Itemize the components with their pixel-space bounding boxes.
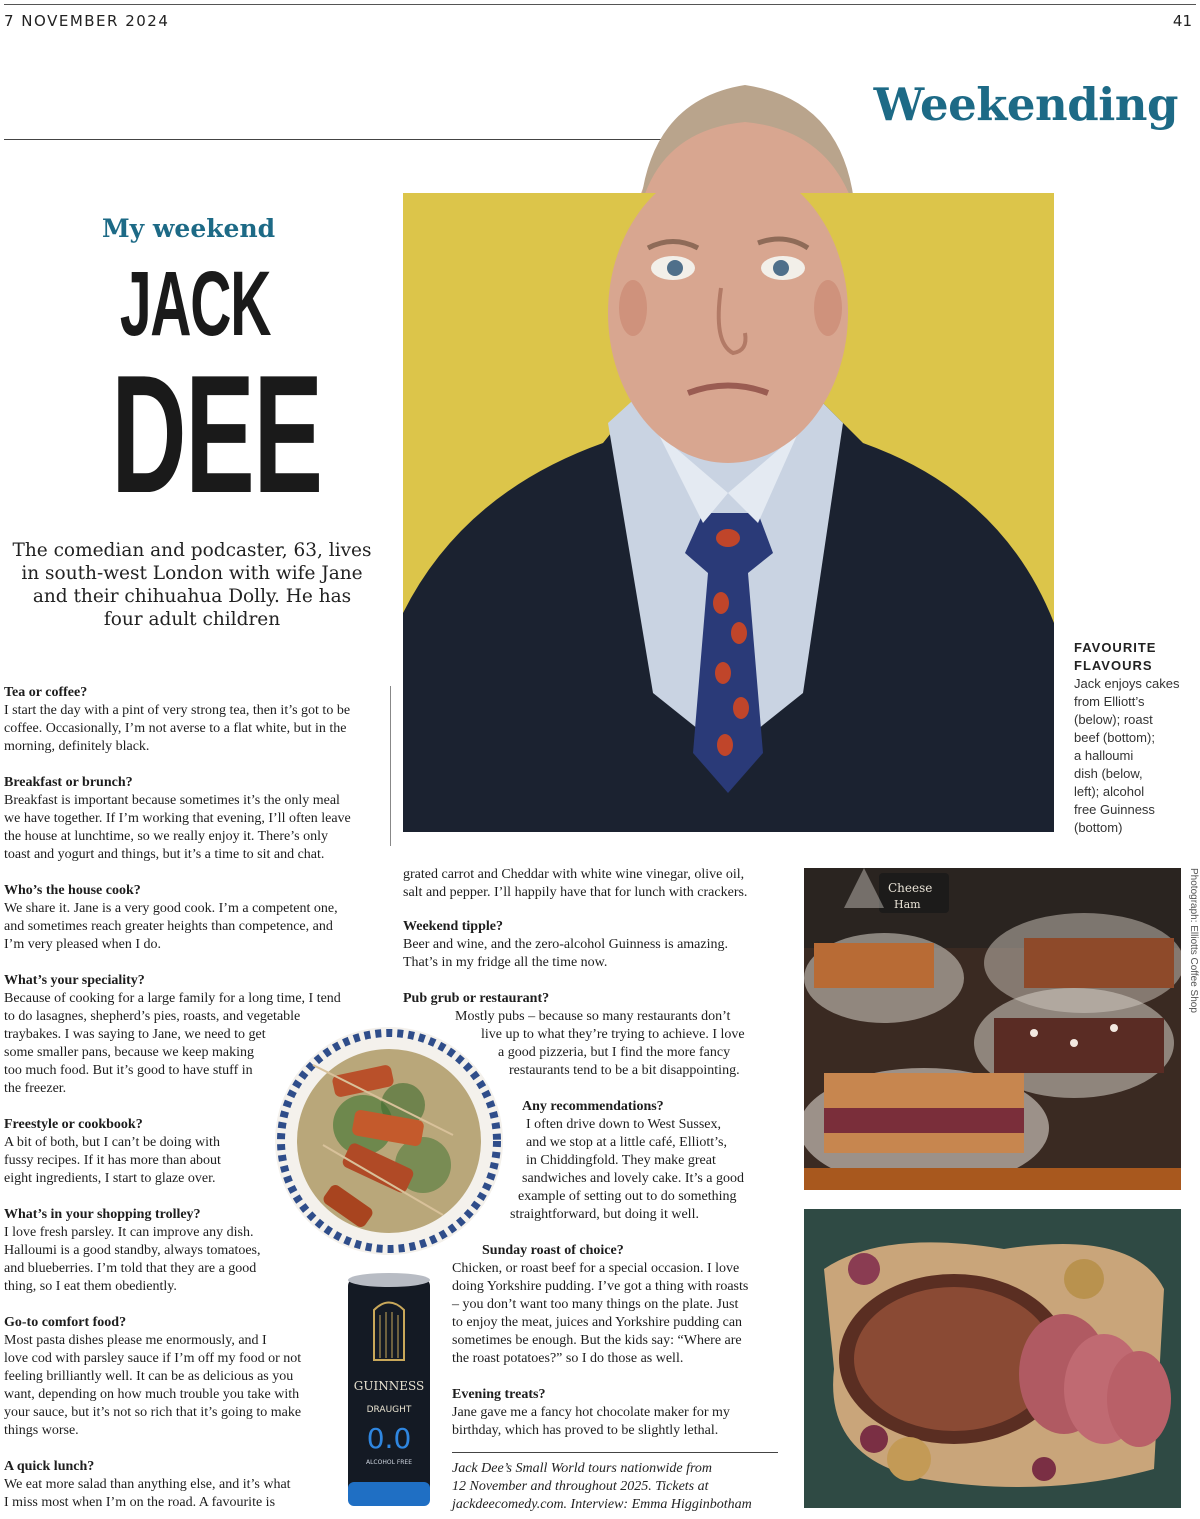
qa-sunday-roast: Sunday roast of choice? Chicken, or roast beef for a special occasion. I love doing Yorkshire pudding. I’ve got a thing with roasts – you don’t want too many things on the plate. Just to enjoy the meat, juices and Yorkshire pudding can sometimes be enough. But the kids say: “Where are the roast potatoes?” so I do those as well.	[452, 1242, 792, 1368]
tour-note: Jack Dee’s Small World tours nationwide from 12 November and throughout 2025. Tickets at jackdeecomedy.com. Interview: Emma Higginbotham	[452, 1461, 752, 1512]
question: Evening treats?	[452, 1387, 546, 1402]
page-number: 41	[1172, 12, 1192, 30]
roast-beef-photo	[804, 1209, 1181, 1508]
issue-date: 7 NOVEMBER 2024	[4, 12, 170, 30]
caption-line: left); alcohol	[1074, 784, 1145, 799]
question: Who’s the house cook?	[4, 883, 141, 898]
caption-line: a halloumi	[1074, 748, 1134, 763]
portrait-head-overflow	[560, 60, 910, 200]
qa-speciality: What’s your speciality? Because of cooking for a large family for a long time, I tend to do lasagnes, shepherd’s pies, roasts, and vegetable traybakes. I was saying to Jane, we need to get some smaller pans, because we keep making too much food. But it’s good to have stuff in the freezer.	[4, 972, 384, 1098]
question: Tea or coffee?	[4, 685, 88, 700]
photo-credit: Photograph: Elliotts Coffee Shop	[1188, 868, 1199, 1013]
qa-pub-grub: Pub grub or restaurant? Mostly pubs – because so many restaurants don’t live up to what they’re trying to achieve. I love a good pizzeria, but I find the more fancy restaurants tend to be a bit disappointing.	[403, 990, 798, 1080]
question: Sunday roast of choice?	[482, 1243, 624, 1258]
caption-line: (bottom)	[1074, 820, 1123, 835]
qa-freestyle: Freestyle or cookbook? A bit of both, but I can’t be doing with fussy recipes. If it has more than about eight ingredients, I start to glaze over.	[4, 1116, 274, 1188]
qa-house-cook: Who’s the house cook? We share it. Jane is a very good cook. I’m a competent one, and sometimes reach greater heights than competence, and I’m very pleased when I do.	[4, 882, 384, 954]
caption-line: (below); roast	[1074, 712, 1153, 727]
caption-line: Jack enjoys cakes	[1074, 676, 1180, 691]
qa-comfort-food: Go-to comfort food? Most pasta dishes please me enormously, and I love cod with parsley sauce if I’m off my food or not feeling brilliantly well. It can be as delicious as you want, depending on how much trouble you take with your sauce, but it’s not so rich that it’s going to make things worse.	[4, 1314, 344, 1440]
question: Freestyle or cookbook?	[4, 1117, 143, 1132]
headline-first-name: JACK	[119, 253, 271, 355]
can-sub: DRAUGHT	[366, 1405, 412, 1415]
question: A quick lunch?	[4, 1459, 95, 1474]
cake-label-2: Ham	[894, 898, 921, 911]
qa-weekend-tipple: Weekend tipple? Beer and wine, and the zero-alcohol Guinness is amazing. That’s in my fridge all the time now.	[403, 918, 798, 972]
question: Any recommendations?	[522, 1099, 664, 1114]
cakes-photo	[804, 868, 1181, 1190]
question: Breakfast or brunch?	[4, 775, 133, 790]
qa-recommendations: Any recommendations? I often drive down to West Sussex, and we stop at a little café, Elliott’s, in Chiddingfold. They make great sandwiches and lovely cake. It’s a good example of setting out to do something straightforward, but doing it well.	[508, 1098, 798, 1224]
question: What’s in your shopping trolley?	[4, 1207, 201, 1222]
cake-label-1: Cheese	[888, 881, 933, 895]
quick-lunch-continued: grated carrot and Cheddar with white wine vinegar, olive oil, salt and pepper. I’ll happily have that for lunch with crackers.	[403, 867, 748, 900]
photo-caption	[1074, 639, 1184, 837]
question: Go-to comfort food?	[4, 1315, 127, 1330]
kicker: My weekend	[102, 214, 276, 243]
qa-shopping-trolley: What’s in your shopping trolley? I love fresh parsley. It can improve any dish. Halloumi is a good standby, always tomatoes, and blueberries. I’m told that they are a good thing, so I eat them obediently.	[4, 1206, 294, 1296]
headline-surname: DEE	[111, 340, 322, 528]
can-abv: 0.0	[366, 1422, 412, 1455]
caption-line: dish (below,	[1074, 766, 1143, 781]
caption-line: free Guinness	[1074, 802, 1155, 817]
top-rule	[4, 4, 1196, 5]
can-brand: GUINNESS	[353, 1379, 425, 1393]
section-title: Weekending	[873, 78, 1178, 131]
qa-evening-treats: Evening treats? Jane gave me a fancy hot chocolate maker for my birthday, which has proved to be slightly lethal.	[452, 1386, 792, 1440]
caption-heading: FAVOURITE FLAVOURS	[1074, 640, 1157, 673]
caption-line: beef (bottom);	[1074, 730, 1155, 745]
qa-breakfast: Breakfast or brunch? Breakfast is important because sometimes it’s the only meal we have together. If I’m working that evening, I’ll often leave the house at lunchtime, so we really enjoy it. There’s only toast and yogurt and things, but it’s a time to sit and chat.	[4, 774, 384, 864]
can-small: ALCOHOL FREE	[365, 1459, 413, 1466]
qa-tea-or-coffee: Tea or coffee? I start the day with a pint of very strong tea, then it’s got to be coffee. Occasionally, I’m not averse to a flat white, but in the morning, definitely black.	[4, 684, 384, 756]
column-rule	[390, 686, 391, 846]
question: Pub grub or restaurant?	[403, 991, 550, 1006]
portrait-photo	[403, 193, 1054, 832]
qa-quick-lunch: A quick lunch? We eat more salad than anything else, and it’s what I miss most when I’m on the road. A favourite is	[4, 1458, 344, 1512]
guinness-can-photo	[344, 1270, 434, 1510]
caption-line: from Elliott’s	[1074, 694, 1145, 709]
question: What’s your speciality?	[4, 973, 145, 988]
question: Weekend tipple?	[403, 919, 503, 934]
footer-rule	[452, 1452, 778, 1453]
standfirst: The comedian and podcaster, 63, lives in south-west London with wife Jane and their chihuahua Dolly. He has four adult children	[12, 540, 372, 630]
